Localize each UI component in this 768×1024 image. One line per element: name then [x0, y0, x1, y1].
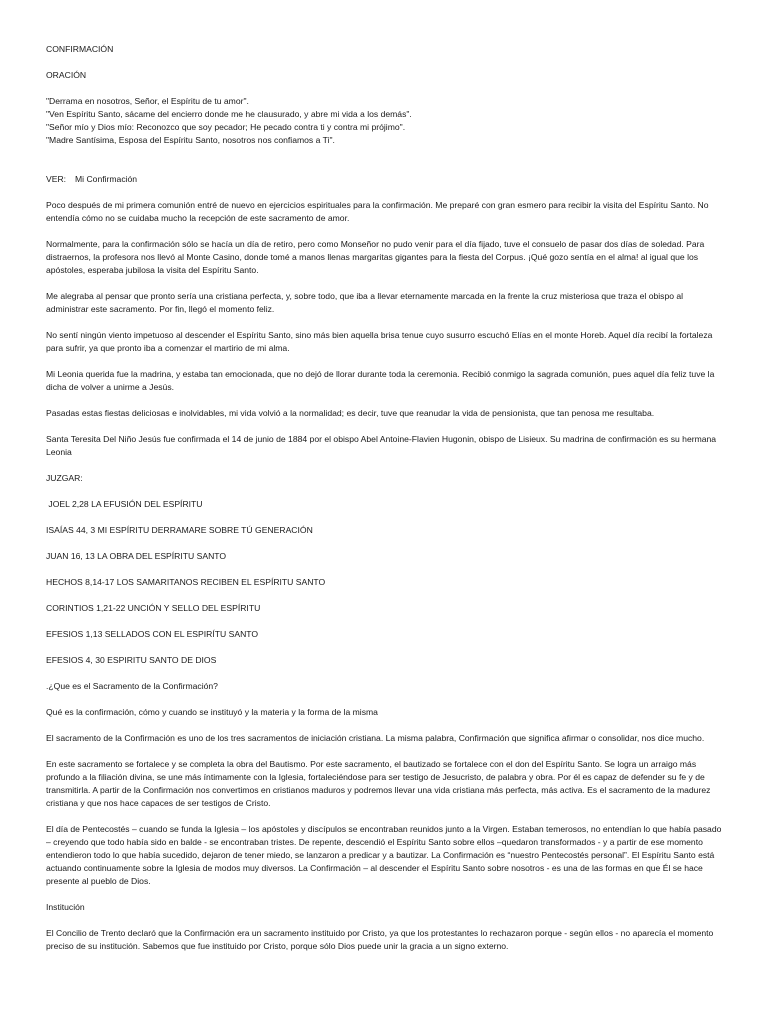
oracion-heading: ORACIÓN — [46, 70, 87, 80]
scripture-reference: ISAÍAS 44, 3 MI ESPÍRITU DERRAMARE SOBRE TÚ GENERACIÓN — [46, 525, 313, 535]
juzgar-heading: JUZGAR: — [46, 473, 83, 483]
ver-section-heading — [46, 173, 726, 186]
ver-paragraph: No sentí ningún viento impetuoso al descender el Espíritu Santo, sino más bien aquella brisa tenue cuyo susurro escuchó Elías en el monte Horeb. Aquel día recibí la fortaleza para sufrir, ya que pronto iba a comenzar el martirio de mi alma. — [46, 330, 715, 353]
institucion-heading: Institución — [46, 902, 85, 912]
scripture-reference: HECHOS 8,14-17 LOS SAMARITANOS RECIBEN EL ESPÍRITU SANTO — [46, 577, 326, 587]
prayer-line: "Derrama en nosotros, Señor, el Espíritu de tu amor". — [46, 96, 249, 106]
explain-paragraph: El sacramento de la Confirmación es uno de los tres sacramentos de iniciación cristiana. La misma palabra, Confirmación que significa afirmar o consolidar, nos dice mucho. — [46, 733, 705, 743]
ver-paragraph: Santa Teresita Del Niño Jesús fue confirmada el 14 de junio de 1884 por el obispo Abel Antoine-Flavien Hugonin, obispo de Lisieux. Su madrina de confirmación es su hermana Leonia — [46, 434, 719, 457]
document-title: CONFIRMACIÓN — [46, 44, 114, 54]
institucion-paragraph: El Concilio de Trento declaró que la Confirmación era un sacramento instituido por Cristo, ya que los protestantes lo rechazaron porque - según ellos - no aparecía el momento preciso de su institución. Sabemos que fue instituido por Cristo, porque sólo Dios puede unir la gracia a un signo externo. — [46, 928, 716, 951]
prayer-line: "Ven Espíritu Santo, sácame del encierro donde me he clausurado, y abre mi vida a los demás". — [46, 109, 412, 119]
scripture-reference: JUAN 16, 13 LA OBRA DEL ESPÍRITU SANTO — [46, 551, 227, 561]
scripture-reference: EFESIOS 1,13 SELLADOS CON EL ESPIRÍTU SANTO — [46, 629, 259, 639]
document-page — [46, 43, 726, 953]
ver-paragraph: Pasadas estas fiestas deliciosas e inolvidables, mi vida volvió a la normalidad; es decir, tuve que reanudar la vida de pensionista, que tan penosa me resultaba. — [46, 408, 655, 418]
ver-paragraph: Me alegraba al pensar que pronto sería una cristiana perfecta, y, sobre todo, que iba a llevar eternamente marcada en la frente la cruz misteriosa que traza el obispo al administrar este sacramento. Por fin, llegó el momento feliz. — [46, 291, 686, 314]
question-subheading: Qué es la confirmación, cómo y cuando se instituyó y la materia y la forma de la misma — [46, 707, 378, 717]
prayer-line: "Señor mío y Dios mío: Reconozco que soy pecador; He pecado contra ti y contra mi prójimo". — [46, 122, 406, 132]
scripture-reference: JOEL 2,28 LA EFUSIÓN DEL ESPÍRITU — [46, 499, 203, 509]
ver-paragraph: Normalmente, para la confirmación sólo se hacía un día de retiro, pero como Monseñor no pudo venir para el día fijado, tuve el consuelo de pasar dos días de soledad. Para distraernos, la profesora nos llevó al Monte Casino, donde tomé a manos llenas margaritas gigantes para la fiesta del Corpus. ¡Qué gozo sentía en el alma! al igual que los apóstoles, esperaba jubilosa la visita del Espíritu Santo. — [46, 239, 707, 275]
ver-paragraph: Mi Leonia querida fue la madrina, y estaba tan emocionada, que no dejó de llorar durante toda la ceremonia. Recibió conmigo la sagrada comunión, pues aquel día feliz tuve la dicha de volver a unirme a Jesús. — [46, 369, 717, 392]
prayer-line: "Madre Santísima, Esposa del Espíritu Santo, nosotros nos confiamos a Ti". — [46, 135, 335, 145]
question-heading: .¿Que es el Sacramento de la Confirmación? — [46, 681, 218, 691]
scripture-reference: EFESIOS 4, 30 ESPIRITU SANTO DE DIOS — [46, 655, 217, 665]
explain-paragraph: En este sacramento se fortalece y se completa la obra del Bautismo. Por este sacramento, el bautizado se fortalece con el don del Espíritu Santo. Se logra un arraigo más profundo a la filiación divina, se une más íntimamente con la Iglesia, fortaleciéndose para ser testigo de Jesucristo, de palabra y obra. Por él es capaz de defender su fe y de transmitirla. A partir de la Confirmación nos convertimos en cristianos maduros y podremos llevar una vida cristiana más perfecta, más activa. Es el sacramento de la madurez cristiana y que nos hace capaces de ser testigos de Cristo. — [46, 759, 713, 808]
scripture-reference: CORINTIOS 1,21-22 UNCIÓN Y SELLO DEL ESPÍRITU — [46, 603, 261, 613]
explain-paragraph: El día de Pentecostés – cuando se funda la Iglesia – los apóstoles y discípulos se encontraban reunidos junto a la Virgen. Estaban temerosos, no entendían lo que había pasado – creyendo que todo había sido en balde - se encontraban tristes. De repente, descendió el Espíritu Santo sobre ellos –quedaron transformados - y a partir de ese momento entendieron todo lo que había sucedido, dejaron de tener miedo, se lanzaron a predicar y a bautizar. La Confirmación es “nuestro Pentecostés personal”. El Espíritu Santo está actuando continuamente sobre la Iglesia de modos muy diversos. La Confirmación – al descender el Espíritu Santo sobre nosotros - es una de las formas en que Él se hace presente al pueblo de Dios. — [46, 824, 724, 886]
ver-paragraph: Poco después de mi primera comunión entré de nuevo en ejercicios espirituales para la confirmación. Me preparé con gran esmero para recibir la visita del Espíritu Santo. No entendía cómo no se cuidaba mucho la recepción de este sacramento de amor. — [46, 200, 711, 223]
prayers-block — [46, 95, 726, 147]
ver-label: VER: — [46, 174, 67, 184]
ver-title: Mi Confirmación — [75, 174, 138, 184]
